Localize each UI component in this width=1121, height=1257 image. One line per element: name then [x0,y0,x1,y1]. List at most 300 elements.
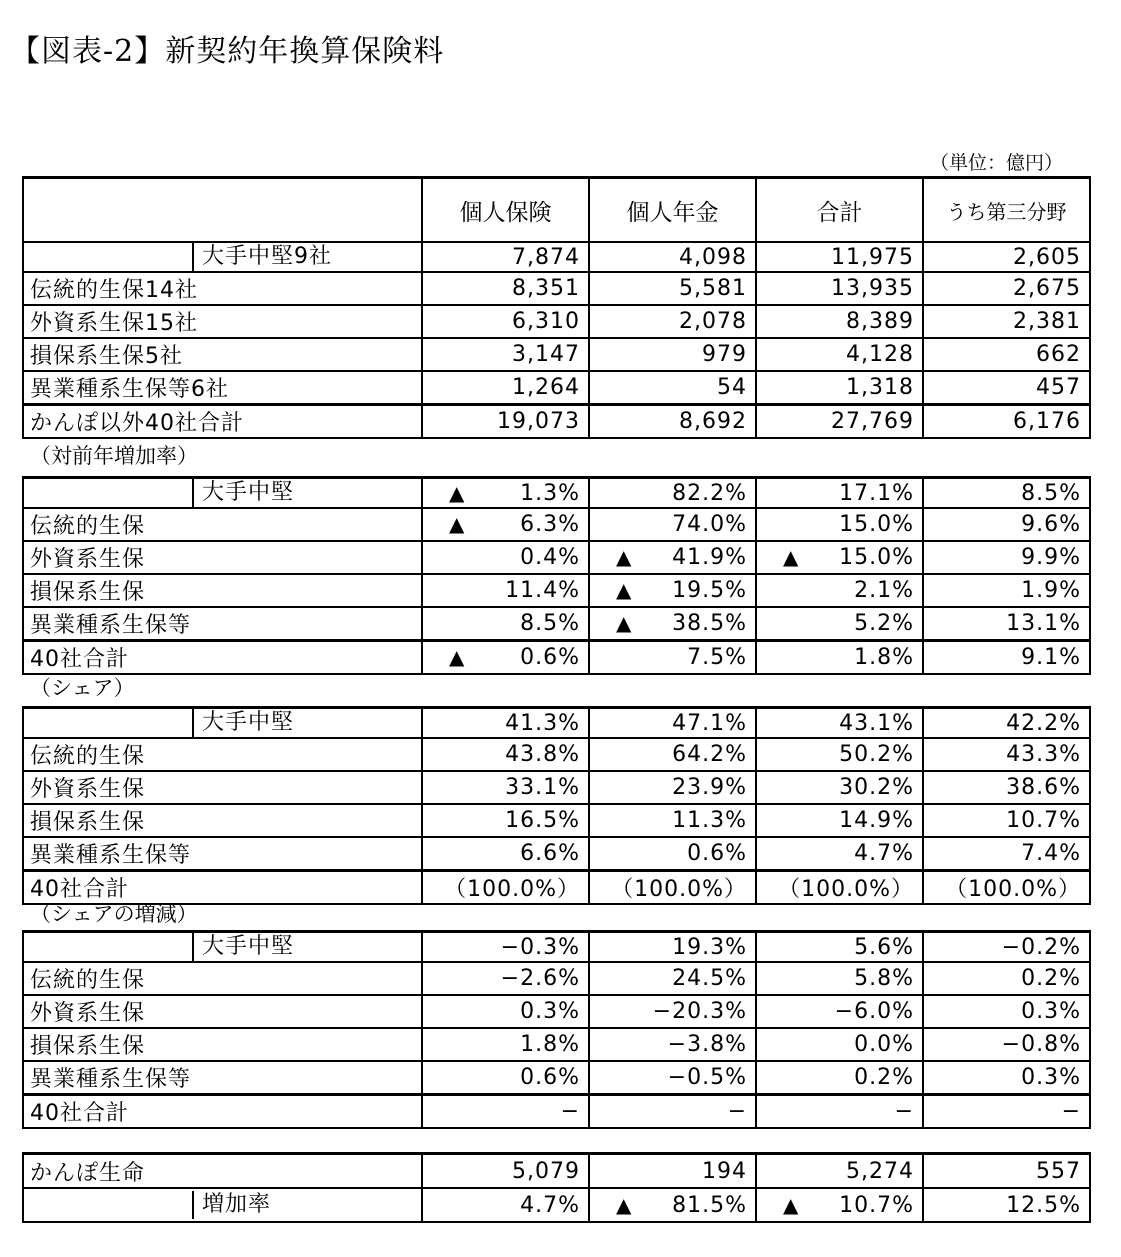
table-cell [756,607,923,641]
table-cell [756,1061,923,1095]
table-cell [589,338,756,371]
table-cell [923,1061,1090,1095]
table-cell [422,871,589,905]
cell-value: −6.0% [834,999,914,1024]
table-cell [422,1188,589,1222]
cell-value: 11,975 [831,244,914,270]
row-label-text: 大手中堅 [192,933,294,961]
table-cell [589,272,756,305]
table-cell [923,995,1090,1028]
new-contracts-table [22,176,1091,439]
row-label [23,932,422,963]
table-cell [422,995,589,1028]
cell-value: −2.6% [500,966,580,991]
table-cell [422,1028,589,1061]
table-cell [589,871,756,905]
table-row [23,305,1090,338]
row-label-text: 異業種系生保等 [30,843,192,868]
table-cell [756,962,923,995]
cell-value: 1,318 [846,375,914,400]
table-cell [756,305,923,338]
negative-triangle-icon: ▲ [616,545,633,569]
cell-value: 979 [702,342,747,367]
cell-value: − [560,1099,580,1124]
table-cell [923,1095,1090,1129]
table-cell [923,508,1090,541]
row-label-text: 大手中堅 [192,479,294,507]
cell-value: 10.7% [1006,808,1081,833]
table-row [23,541,1090,574]
cell-value: −20.3% [652,999,747,1024]
table-cell [756,574,923,607]
table-cell [923,1154,1090,1189]
row-label-text: 増加率 [192,1191,271,1219]
cell-value: 1,264 [512,375,580,400]
cell-value: 23.9% [672,775,747,800]
table-cell [589,804,756,837]
table-cell [923,478,1090,509]
row-label [23,541,422,574]
cell-value: 8,351 [512,276,580,301]
table-cell [589,1154,756,1189]
table-cell [756,837,923,871]
table-cell [589,371,756,405]
table-row [23,1095,1090,1129]
cell-value: − [894,1099,914,1124]
table-cell [756,1028,923,1061]
cell-value: 0.3% [1021,1065,1081,1090]
table-cell [756,804,923,837]
table-cell [589,1188,756,1222]
table-cell [756,242,923,272]
table-cell [756,708,923,739]
table-cell [589,1095,756,1129]
cell-value: 0.4% [520,545,580,570]
cell-value: −0.5% [667,1065,747,1090]
cell-value: −0.8% [1001,1032,1081,1057]
table-cell [422,574,589,607]
cell-value: 50.2% [839,742,914,767]
table-row [23,242,1090,272]
table-cell [422,541,589,574]
table-row [23,995,1090,1028]
cell-value: 41.9% [672,545,747,570]
table-cell [422,405,589,439]
table-cell [756,338,923,371]
negative-triangle-icon: ▲ [616,1192,633,1217]
cell-value: 19,073 [497,409,580,434]
cell-value: 14.9% [839,808,914,833]
row-label [23,574,422,607]
table-row [23,338,1090,371]
row-label-text: かんぽ生命 [30,1160,146,1186]
table-cell [756,541,923,574]
row-label-text: 異業種系生保等 [30,613,192,638]
table-cell [422,1061,589,1095]
table-row [23,804,1090,837]
table-cell [422,1154,589,1189]
cell-value: 15.0% [839,545,914,570]
cell-value: 13,935 [831,276,914,301]
cell-value: 43.8% [505,742,580,767]
row-label [23,305,422,338]
table-row [23,771,1090,804]
table-cell [756,272,923,305]
row-label [23,1028,422,1061]
table-row [23,574,1090,607]
row-label [23,1188,422,1222]
table-cell [589,995,756,1028]
table-cell [756,738,923,771]
row-label-text: 外資系生保 [30,1001,146,1026]
cell-value: 0.6% [520,1065,580,1090]
cell-value: 0.2% [854,1065,914,1090]
table-cell [422,708,589,739]
header-blank [23,178,422,243]
row-label-text: 伝統的生保14社 [30,278,198,303]
cell-value: 8.5% [1021,480,1081,506]
cell-value: 7,874 [512,244,580,270]
cell-value: 4.7% [520,1192,580,1218]
negative-triangle-icon: ▲ [783,545,800,569]
cell-value: 43.3% [1006,742,1081,767]
table-cell [923,574,1090,607]
page-title: 【図表-2】新契約年換算保険料 [10,34,445,69]
table-row [23,607,1090,641]
table-cell [422,738,589,771]
cell-value: 4.7% [854,841,914,866]
table-cell [756,1188,923,1222]
cell-value: 27,769 [831,409,914,434]
table-cell [923,932,1090,963]
table-cell [923,371,1090,405]
table-row [23,272,1090,305]
cell-value: 30.2% [839,775,914,800]
header-third-sector: うち第三分野 [923,178,1090,243]
row-label [23,242,422,272]
table-cell [756,405,923,439]
cell-value: 0.6% [520,645,580,670]
table-row [23,508,1090,541]
cell-value: 38.6% [1006,775,1081,800]
cell-value: 3,147 [512,342,580,367]
row-label [23,771,422,804]
cell-value: 1.9% [1021,578,1081,603]
cell-value: −3.8% [667,1032,747,1057]
section-share-label: （シェア） [30,676,135,700]
cell-value: 5,079 [512,1158,580,1184]
cell-value: 4,098 [679,244,747,270]
cell-value: 9.6% [1021,512,1081,537]
row-label-text: 外資系生保15社 [30,311,198,336]
cell-value: （100.0%） [444,877,580,902]
table-cell [422,932,589,963]
row-label [23,641,422,675]
row-label-text: 損保系生保 [30,580,146,605]
table-row [23,1154,1090,1189]
row-label [23,738,422,771]
cell-value: 11.4% [505,578,580,603]
table-cell [923,405,1090,439]
table-cell [923,708,1090,739]
table-row [23,962,1090,995]
header-total: 合計 [756,178,923,243]
cell-value: 82.2% [672,480,747,506]
table-cell [422,962,589,995]
row-label-text: 伝統的生保 [30,514,146,539]
row-label [23,508,422,541]
table-cell [589,541,756,574]
cell-value: 81.5% [672,1192,747,1218]
table-cell [422,641,589,675]
negative-triangle-icon: ▲ [449,512,466,536]
section-share-change-label: （シェアの増減） [30,902,198,926]
row-label [23,338,422,371]
table-cell [589,708,756,739]
cell-value: 13.1% [1006,611,1081,636]
row-label-text: 外資系生保 [30,777,146,802]
row-label-text: 40社合計 [30,647,129,672]
table-cell [923,1028,1090,1061]
row-label [23,371,422,405]
row-label [23,272,422,305]
row-label-text: 伝統的生保 [30,744,146,769]
row-label-text: 損保系生保5社 [30,344,183,369]
cell-value: 38.5% [672,611,747,636]
cell-value: 457 [1036,375,1081,400]
cell-value: 6,310 [512,309,580,334]
row-label-text: 外資系生保 [30,547,146,572]
cell-value: 6,176 [1013,409,1081,434]
cell-value: 11.3% [672,808,747,833]
cell-value: 10.7% [839,1192,914,1218]
table-cell [589,607,756,641]
table-cell [589,932,756,963]
table-cell [589,771,756,804]
cell-value: 19.3% [672,934,747,960]
row-label [23,962,422,995]
table-row [23,478,1090,509]
cell-value: 2,675 [1013,276,1081,301]
table-cell [756,871,923,905]
table-cell [923,242,1090,272]
cell-value: 33.1% [505,775,580,800]
row-label-text: 異業種系生保等 [30,1067,192,1092]
table-cell [422,508,589,541]
cell-value: 54 [717,375,747,400]
cell-value: 16.5% [505,808,580,833]
cell-value: 8.5% [520,611,580,636]
cell-value: 5.2% [854,611,914,636]
cell-value: 0.3% [520,999,580,1024]
table-row [23,1028,1090,1061]
table-cell [923,541,1090,574]
table-cell [756,478,923,509]
table-row [23,1188,1090,1222]
cell-value: 17.1% [839,480,914,506]
negative-triangle-icon: ▲ [616,611,633,635]
cell-value: 5.8% [854,966,914,991]
cell-value: 15.0% [839,512,914,537]
cell-value: 8,692 [679,409,747,434]
table-cell [589,738,756,771]
row-label [23,1154,422,1189]
header-individual-annuity: 個人年金 [589,178,756,243]
cell-value: 6.6% [520,841,580,866]
table-cell [589,478,756,509]
row-label [23,478,422,509]
table-cell [923,607,1090,641]
cell-value: 1.8% [854,645,914,670]
table-cell [923,1188,1090,1222]
row-label-text: 40社合計 [30,877,129,902]
table-cell [923,962,1090,995]
row-label-text: 異業種系生保等6社 [30,377,229,402]
row-label-text: かんぽ以外40社合計 [30,411,244,436]
table-row [23,641,1090,675]
cell-value: 42.2% [1006,710,1081,736]
cell-value: 0.3% [1021,999,1081,1024]
table-row [23,1061,1090,1095]
cell-value: 1.3% [520,480,580,506]
section-growth-label: （対前年増加率） [30,444,198,468]
table-cell [422,272,589,305]
table-cell [923,837,1090,871]
cell-value: 7.4% [1021,841,1081,866]
negative-triangle-icon: ▲ [449,645,466,669]
cell-value: 47.1% [672,710,747,736]
table-cell [756,1154,923,1189]
negative-triangle-icon: ▲ [449,480,466,505]
row-label-text: 伝統的生保 [30,968,146,993]
cell-value: 5,274 [846,1158,914,1184]
cell-value: 5.6% [854,934,914,960]
table-cell [589,962,756,995]
table-row [23,738,1090,771]
table-cell [422,771,589,804]
table-cell [589,405,756,439]
cell-value: 43.1% [839,710,914,736]
table-row [23,371,1090,405]
row-label [23,1095,422,1129]
negative-triangle-icon: ▲ [783,1192,800,1217]
unit-label: （単位：億円） [930,152,1064,174]
table-cell [422,478,589,509]
header-individual-insurance: 個人保険 [422,178,589,243]
table-cell [923,771,1090,804]
table-cell [422,242,589,272]
cell-value: − [1061,1099,1081,1124]
row-label [23,837,422,871]
cell-value: 2,381 [1013,309,1081,334]
table-cell [923,804,1090,837]
row-label [23,1061,422,1095]
cell-value: 5,581 [679,276,747,301]
row-label-text: 損保系生保 [30,810,146,835]
table-cell [422,338,589,371]
table-row [23,708,1090,739]
table-cell [923,338,1090,371]
cell-value: 12.5% [1006,1192,1081,1218]
row-label-text: 大手中堅 [192,709,294,737]
cell-value: 64.2% [672,742,747,767]
cell-value: 74.0% [672,512,747,537]
table-cell [756,1095,923,1129]
negative-triangle-icon: ▲ [616,578,633,602]
table-cell [923,272,1090,305]
share-change-table [22,930,1091,1129]
cell-value: − [727,1099,747,1124]
cell-value: 0.6% [687,841,747,866]
cell-value: 9.1% [1021,645,1081,670]
cell-value: −0.3% [500,934,580,960]
row-label [23,804,422,837]
cell-value: −0.2% [1001,934,1081,960]
table-cell [756,995,923,1028]
table-cell [422,607,589,641]
row-label [23,708,422,739]
table-cell [589,1061,756,1095]
table-row [23,837,1090,871]
cell-value: （100.0%） [778,877,914,902]
cell-value: 41.3% [505,710,580,736]
table-cell [756,371,923,405]
table-row [23,932,1090,963]
cell-value: （100.0%） [611,877,747,902]
share-table [22,706,1091,905]
table-cell [756,641,923,675]
cell-value: 8,389 [846,309,914,334]
table-cell [923,738,1090,771]
row-label-text: 40社合計 [30,1101,129,1126]
cell-value: 6.3% [520,512,580,537]
table-cell [422,837,589,871]
row-label-text: 大手中堅9社 [192,243,332,271]
table-cell [923,305,1090,338]
cell-value: （100.0%） [945,877,1081,902]
row-label-text: 損保系生保 [30,1034,146,1059]
cell-value: 0.0% [854,1032,914,1057]
table-cell [422,1095,589,1129]
table-cell [422,371,589,405]
cell-value: 2,605 [1013,244,1081,270]
table-row [23,405,1090,439]
table-cell [589,242,756,272]
table-cell [589,305,756,338]
cell-value: 1.8% [520,1032,580,1057]
cell-value: 0.2% [1021,966,1081,991]
table-cell [422,305,589,338]
cell-value: 24.5% [672,966,747,991]
cell-value: 557 [1036,1158,1081,1184]
table-cell [923,641,1090,675]
cell-value: 9.9% [1021,545,1081,570]
cell-value: 194 [702,1158,747,1184]
kampo-table [22,1152,1091,1223]
cell-value: 19.5% [672,578,747,603]
row-label [23,405,422,439]
table-cell [923,871,1090,905]
cell-value: 2.1% [854,578,914,603]
row-label [23,607,422,641]
header-row [23,178,1090,243]
table-cell [589,641,756,675]
growth-rate-table [22,476,1091,675]
row-label [23,995,422,1028]
table-cell [589,837,756,871]
table-cell [422,804,589,837]
table-cell [756,508,923,541]
